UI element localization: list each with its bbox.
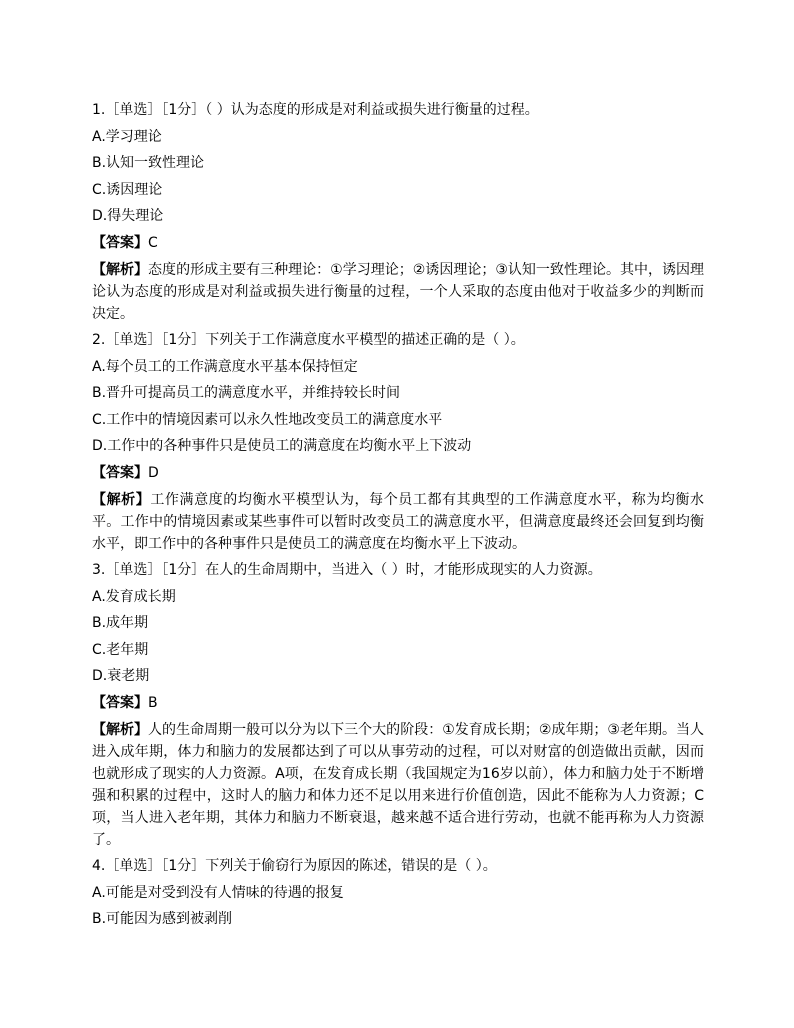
answer-value: C: [148, 234, 158, 251]
option-c: C.诱因理论: [92, 181, 163, 198]
analysis: [92, 259, 704, 325]
analysis-label: 【解析】: [92, 262, 149, 278]
option-a: A.学习理论: [92, 128, 162, 145]
question-4: [92, 853, 704, 933]
question-1: [92, 97, 704, 325]
option-b: B.认知一致性理论: [92, 155, 205, 171]
option-b: B.成年期: [92, 615, 149, 631]
answer-value: B: [148, 694, 158, 711]
option-c: C.老年期: [92, 641, 149, 658]
question-stem: 1.［单选］［1分］（ ）认为态度的形成是对利益或损失进行衡量的过程。: [92, 102, 539, 118]
option-b: B.晋升可提高员工的满意度水平，并维持较长时间: [92, 385, 401, 401]
option-d: D.衰老期: [92, 668, 150, 684]
document-page: [92, 97, 704, 933]
answer-value: D: [148, 464, 159, 481]
answer-line: [92, 690, 704, 717]
question-stem: 2.［单选］［1分］下列关于工作满意度水平模型的描述正确的是（ ）。: [92, 332, 525, 348]
option-a: A.可能是对受到没有人情味的待遇的报复: [92, 884, 344, 901]
analysis-text: 态度的形成主要有三种理论：①学习理论；②诱因理论；③认知一致性理论。其中，诱因理论认为态度的形成是对利益或损失进行衡量的过程，一个人采取的态度由他对于收益多少的判断而决定。: [92, 262, 705, 322]
analysis-text: 人的生命周期一般可以分为以下三个大的阶段：①发育成长期；②成年期；③老年期。当人进入成年期，体力和脑力的发展都达到了可以从事劳动的过程，可以对财富的创造做出贡献，因而也就形成了现实的人力资源。A项，在发育成长期（我国规定为16岁以前），体力和脑力处于不断增强和积累的过程中，这时人的脑力和体力还不足以用来进行价值创造，因此不能称为人力资源；C项，当人进入老年期，其体力和脑力不断衰退，越来越不适合进行劳动，也就不能再称为人力资源了。: [92, 722, 705, 848]
question-2: [92, 327, 704, 555]
analysis-text: 工作满意度的均衡水平模型认为，每个员工都有其典型的工作满意度水平，称为均衡水平。工作中的情境因素或某些事件可以暂时改变员工的满意度水平，但满意度最终还会回复到均衡水平，即工作中的各种事件只是使员工的满意度在均衡水平上下波动。: [92, 492, 704, 552]
answer-line: [92, 230, 704, 257]
answer-label: 【答案】: [92, 234, 148, 251]
answer-line: [92, 460, 704, 487]
option-d: D.工作中的各种事件只是使员工的满意度在均衡水平上下波动: [92, 438, 472, 454]
option-b: B.可能因为感到被剥削: [92, 911, 233, 927]
analysis: [92, 719, 704, 851]
option-d: D.得失理论: [92, 208, 164, 224]
option-c: C.工作中的情境因素可以永久性地改变员工的满意度水平: [92, 411, 443, 428]
question-stem: 4.［单选］［1分］下列关于偷窃行为原因的陈述，错误的是（ ）。: [92, 858, 497, 874]
answer-label: 【答案】: [92, 464, 148, 481]
answer-label: 【答案】: [92, 694, 148, 711]
analysis-label: 【解析】: [92, 722, 149, 738]
analysis-label: 【解析】: [92, 492, 151, 508]
analysis: [92, 489, 704, 555]
option-a: A.每个员工的工作满意度水平基本保持恒定: [92, 358, 358, 375]
question-3: [92, 557, 704, 851]
option-a: A.发育成长期: [92, 588, 176, 605]
question-stem: 3.［单选］［1分］在人的生命周期中，当进入（ ）时，才能形成现实的人力资源。: [92, 562, 602, 578]
